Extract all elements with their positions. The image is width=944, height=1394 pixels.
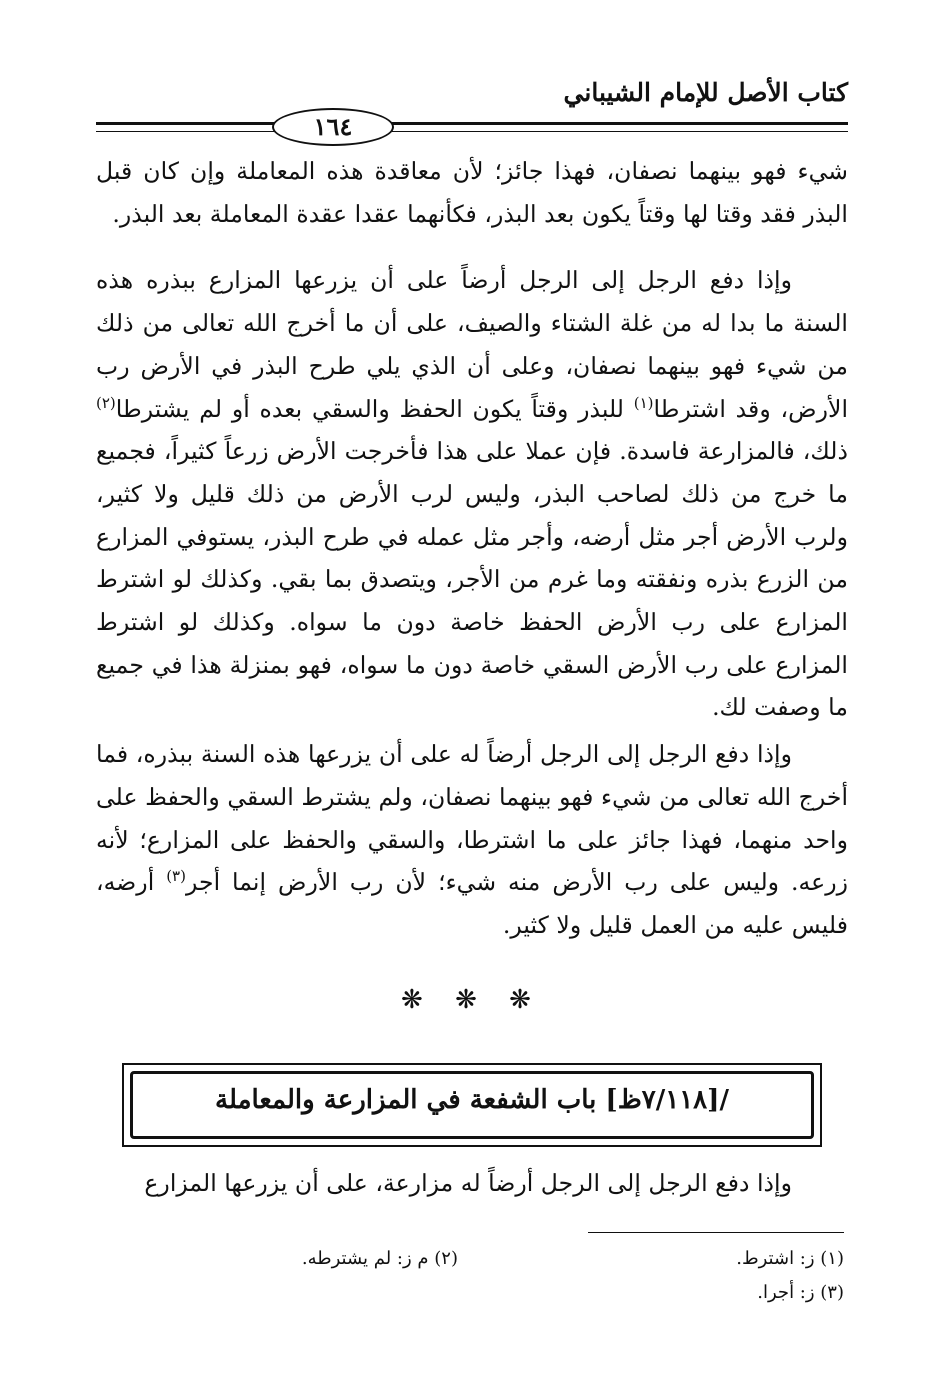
- paragraph-3: [96, 733, 848, 947]
- footnote-ref-2: (٢): [96, 393, 116, 412]
- paragraph-2-text-b: للبذر وقتاً يكون الحفظ والسقي بعده أو لم يشترطا: [115, 394, 634, 423]
- paragraph-3-text-b: أرضه، فليس عليه من العمل قليل ولا كثير.: [96, 868, 848, 939]
- footnote-3: (٣) ز: أجرا.: [757, 1282, 844, 1303]
- paragraph-3-text-a: وإذا دفع الرجل إلى الرجل أرضاً له على أن يزرعها هذه السنة ببذره، فما أخرج الله تعالى من شيء فهو بينهما نصفان، ولم يشترط السقي والحفظ على واحد منهما، فهذا جائز على ما اشترطا، والسقي والحفظ على المزارع؛ لأنه زرعه. وليس على رب الأرض منه شيء؛ لأن رب الأرض إنما أجر: [96, 740, 848, 897]
- footnote-ref-3: (٣): [166, 867, 186, 886]
- book-title: كتاب الأصل للإمام الشيباني: [563, 78, 848, 107]
- chapter-heading-box: [122, 1063, 822, 1147]
- section-separator: ❋ ❋ ❋: [401, 985, 543, 1015]
- chapter-title: /[٧/١١٨ظ] باب الشفعة في المزارعة والمعاملة: [215, 1085, 729, 1115]
- paragraph-1-text: شيء فهو بينهما نصفان، فهذا جائز؛ لأن معاقدة هذه المعاملة وإن كان قبل البذر فقد وقتا لها وقتاً يكون بعد البذر، فكأنهما عقدا عقدة المعاملة بعد البذر.: [96, 157, 848, 228]
- page-header: [96, 78, 848, 141]
- footnote-rule: [588, 1232, 844, 1233]
- page-number: ١٦٤: [272, 108, 394, 146]
- footnote-1: (١) ز: اشترط.: [736, 1248, 844, 1269]
- paragraph-2-text-a: وإذا دفع الرجل إلى الرجل أرضاً على أن يزرعها المزارع ببذره هذه السنة ما بدا له من غلة الشتاء والصيف، على أن ما أخرج الله تعالى من ذلك من شيء فهو بينهما نصفان، وعلى أن الذي يلي طرح البذر في الأرض رب الأرض، وقد اشترطا: [96, 266, 848, 423]
- paragraph-2: [96, 259, 848, 729]
- paragraph-1: [96, 150, 848, 235]
- chapter-first-line: وإذا دفع الرجل إلى الرجل أرضاً له مزارعة، على أن يزرعها المزارع: [144, 1169, 792, 1197]
- main-text: [96, 150, 848, 947]
- footnote-ref-1: (١): [633, 393, 654, 412]
- header-rule: [96, 122, 848, 132]
- footnote-2: (٢) م ز: لم يشترطه.: [301, 1248, 458, 1269]
- paragraph-2-text-c: ذلك، فالمزارعة فاسدة. فإن عملا على هذا فأخرجت الأرض زرعاً كثيراً، فجميع ما خرج من ذلك لصاحب البذر، وليس لرب الأرض من ذلك قليل ولا كثير، ولرب الأرض أجر مثل أرضه، وأجر مثل عمله في طرح البذر، يستوفي المزارع من الزرع بذره ونفقته وما غرم من الأجر، ويتصدق بما بقي. وكذلك لو اشترط المزارع على رب الأرض الحفظ خاصة دون ما سواه. وكذلك لو اشترط المزارع على رب الأرض السقي خاصة دون ما سواه، فهو بمنزلة هذا في جميع ما وصفت لك.: [96, 437, 848, 722]
